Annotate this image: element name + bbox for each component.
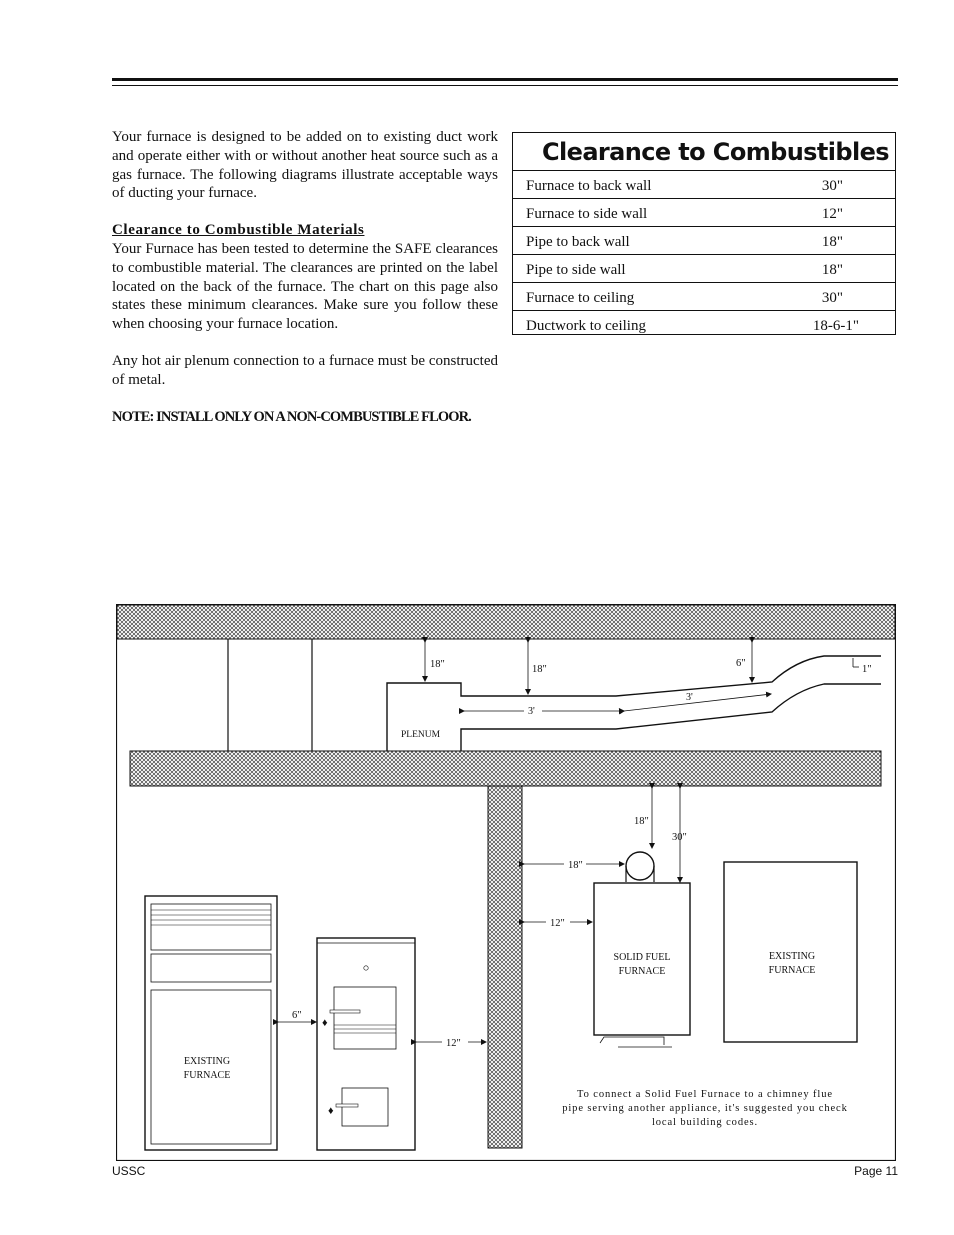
caption-line-2: pipe serving another appliance, it's suggested you check [562, 1103, 848, 1114]
dim-plenum-18: 18" [430, 659, 445, 670]
row-value: 30" [821, 178, 843, 194]
solid-fuel-label-1: SOLID FUEL [613, 952, 671, 963]
plenum-label: PLENUM [401, 730, 441, 740]
existing-left-label-1: EXISTING [183, 1056, 231, 1067]
dim-3ft-lower: 3' [528, 706, 535, 717]
dim-1in: 1" [862, 664, 872, 675]
instructions-column [112, 128, 498, 426]
header-rule-thin [112, 85, 898, 86]
table-row [513, 199, 895, 227]
dim-furnace-ceiling-30: 30" [672, 832, 687, 843]
clearance-paragraph: Your Furnace has been tested to determine the SAFE clearances to combustible material. The clearances are printed on the label located on the back of the furnace. The chart on this page also states these minimum clearances. Make sure you follow these when choosing your furnace location. [112, 240, 498, 333]
duct-lower [461, 684, 881, 751]
wall-hatch [488, 786, 522, 1148]
table-row [513, 171, 895, 199]
table-row [513, 227, 895, 255]
handle-icon: ♦ [328, 1105, 334, 1117]
dim-3ft-upper: 3' [686, 692, 693, 703]
clearance-table [512, 132, 896, 335]
installation-diagram [116, 604, 896, 1161]
row-value: 30" [821, 290, 843, 306]
footer-brand: USSC [112, 1164, 146, 1178]
row-label: Furnace to back wall [526, 178, 652, 194]
table-row [513, 311, 895, 339]
dim-pipe-ceiling-18: 18" [634, 816, 649, 827]
floor-hatch [130, 751, 881, 786]
ceiling-hatch [117, 605, 895, 639]
dim-side-12: 12" [446, 1038, 461, 1049]
dim-duct-18: 18" [532, 664, 547, 675]
floor-note: NOTE: INSTALL ONLY ON A NON-COMBUSTIBLE FLOOR. [112, 408, 471, 425]
row-value: 18" [821, 262, 843, 278]
header-rule [112, 78, 898, 81]
dim-6in-top: 6" [736, 658, 746, 669]
existing-right-label-2: FURNACE [768, 965, 816, 976]
row-label: Furnace to ceiling [526, 290, 635, 306]
table-row [513, 283, 895, 311]
caption-line-3: local building codes. [651, 1117, 759, 1128]
section-heading: Clearance to Combustible Materials [112, 222, 365, 239]
page-number: Page 11 [854, 1164, 898, 1178]
clearance-table-title: Clearance to Combustibles [513, 133, 895, 171]
table-row [513, 255, 895, 283]
caption-line-1: To connect a Solid Fuel Furnace to a chimney flue [577, 1089, 833, 1100]
dim-pipe-wall-18: 18" [568, 860, 583, 871]
row-value: 18-6-1" [812, 318, 859, 334]
existing-right-label-1: EXISTING [768, 951, 816, 962]
row-value: 12" [821, 206, 843, 222]
existing-left-label-2: FURNACE [183, 1070, 231, 1081]
dim-furnace-wall-12: 12" [550, 918, 565, 929]
solid-fuel-label-2: FURNACE [618, 966, 666, 977]
dim-side-6: 6" [292, 1010, 302, 1021]
flue-pipe [626, 852, 654, 880]
row-label: Ductwork to ceiling [526, 318, 646, 334]
handle-icon: ♦ [322, 1017, 328, 1029]
row-label: Pipe to side wall [526, 262, 626, 278]
intro-paragraph: Your furnace is designed to be added on to existing duct work and operate either with or without another heat source such as a gas furnace. The following diagrams illustrate acceptable ways of ducting your furnace. [112, 129, 498, 202]
row-label: Furnace to side wall [526, 206, 648, 222]
plenum-paragraph: Any hot air plenum connection to a furnace must be constructed of metal. [112, 352, 498, 388]
row-label: Pipe to back wall [526, 234, 630, 250]
row-value: 18" [821, 234, 843, 250]
